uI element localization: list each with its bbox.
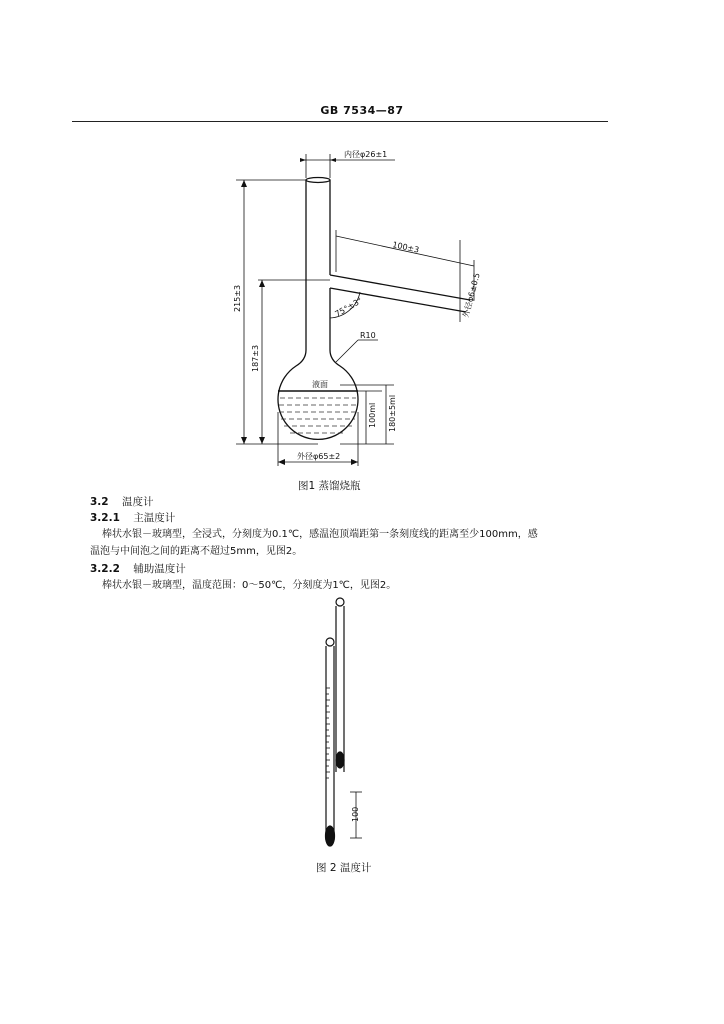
figure1-volume-100-label: 100ml [368,402,377,428]
page-header-standard-code: GB 7534—87 [320,104,404,117]
section-3-2-2-number: 3.2.2 [90,563,120,575]
figure1-side-arm-outer-label: 外径φ6±0.5 [461,271,482,319]
figure1-liquid-hatching [279,398,357,433]
figure2-scale-ticks [326,688,330,778]
section-3-2-2-line1: 棒状水银－玻璃型，温度范围：0～50℃，分刻度为1℃，见图2。 [102,580,397,591]
figure2-caption: 图 2 温度计 [316,862,372,874]
figure1-outer-diameter-label: 外径φ65±2 [297,452,341,461]
figure2-thermometer-diagram [300,596,380,854]
figure1-liquid-label: 液面 [312,380,328,389]
section-3-2-1-title: 主温度计 [133,512,176,524]
figure1-flask-outline [278,178,470,440]
figure1-angle-label: 75°±3° [333,295,364,319]
figure1-flask-diagram [0,0,724,480]
figure2-main-thermometer [336,598,344,772]
section-3-2-number: 3.2 [90,496,109,508]
figure1-total-height-label: 215±3 [233,284,242,312]
figure2-dimension-label: 100 [351,806,360,822]
figure1-caption: 图1 蒸馏烧瓶 [298,480,361,492]
figure1-volume-180-label: 180±5ml [388,394,397,432]
section-3-2-1-line2: 温泡与中间泡之间的距离不超过5mm，见图2。 [90,546,303,557]
figure1-radius-label: R10 [360,331,376,340]
section-3-2-title: 温度计 [121,496,154,508]
section-3-2-2-title: 辅助温度计 [133,563,186,575]
section-3-2-1-line1: 棒状水银－玻璃型，全浸式，分刻度为0.1℃，感温泡顶端距第一条刻度线的距离至少100mm，感 [102,529,538,540]
figure1-arm-height-label: 187±3 [251,344,260,372]
figure1-side-arm-length-label: 100±3 [391,240,420,255]
section-3-2-heading [90,494,153,510]
section-3-2-1-heading [90,510,175,526]
section-3-2-2-heading [90,561,186,577]
section-3-2-1-number: 3.2.1 [90,512,120,524]
figure1-inner-diameter-label: 内径φ26±1 [344,150,388,159]
